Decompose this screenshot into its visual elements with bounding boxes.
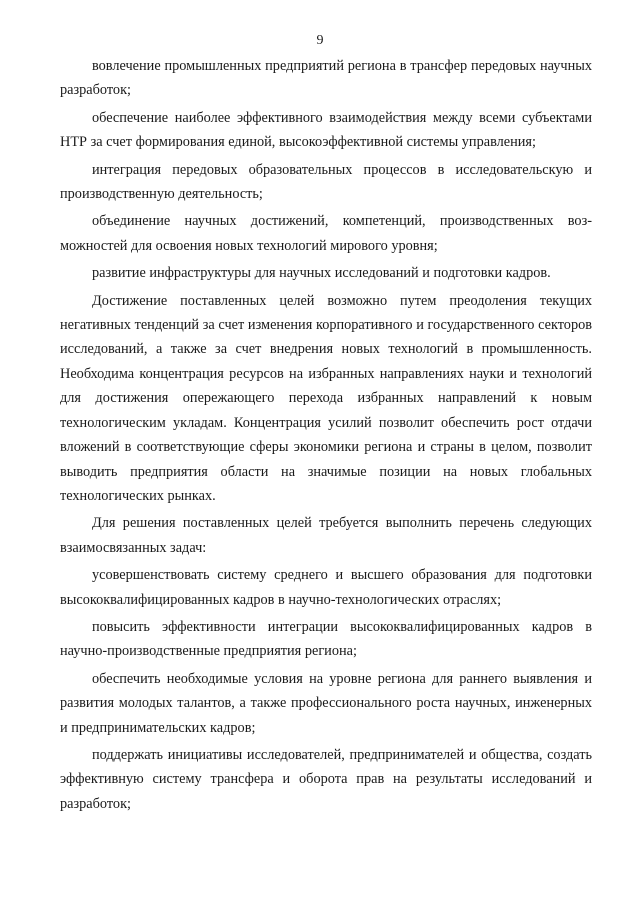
paragraph-3: интеграция передовых образовательных процессов в исследовательскую и производственную деятельность; — [60, 161, 592, 203]
paragraph-5: развитие инфраструктуры для научных исследований и подготовки кадров. — [92, 265, 551, 282]
document-body — [60, 54, 592, 819]
paragraph-7: Для решения поставленных целей требуется выполнить перечень следующих взаимосвязанных задач: — [60, 515, 592, 556]
paragraph-4: объединение научных достижений, компетенций, производственных возможностей для освоения новых технологий мирового уровня; — [60, 213, 592, 254]
page-number: 9 — [316, 33, 324, 48]
paragraph-8: усовершенствовать систему среднего и высшего образования для подготовки высококвалифицированных кадров в научно-технологических отраслях; — [60, 567, 592, 608]
paragraph-2: обеспечение наиболее эффективного взаимодействия между всеми субъектами НТР за счет формирования единой, высокоэффективной системы управления; — [60, 109, 592, 151]
paragraph-11: поддержать инициативы исследователей, предпринимателей и общества, создать эффективную систему трансфера и оборота прав на результаты исследований и разработок; — [60, 746, 592, 812]
paragraph-1: вовлечение промышленных предприятий региона в трансфер передовых научных разработок; — [60, 58, 592, 99]
paragraph-10: обеспечить необходимые условия на уровне региона для раннего выявления и развития молодых талантов, а также профессионального роста научных, инженерных и предпринимательских кадров; — [60, 670, 592, 736]
paragraph-9: повысить эффективности интеграции высококвалифицированных кадров в научно-производственные предприятия региона; — [60, 618, 592, 660]
paragraph-6: Достижение поставленных целей возможно путем преодоления текущих негативных тенденций за счет изменения корпоративного и государственного секторов исследований, а также за счет внедрения новых технологий в промышленность. Необходима концентрация ресурсов на избранных направлениях науки и технологий для достижения опережающего перехода избранных направлений к новым технологическим укладам. Концентрация усилий позволит обеспечить рост отдачи вложений в соответствующие сферы экономики региона и страны в целом, позволит выводить предприятия области на значимые позиции на новых глобальных технологических рынках. — [60, 292, 592, 504]
